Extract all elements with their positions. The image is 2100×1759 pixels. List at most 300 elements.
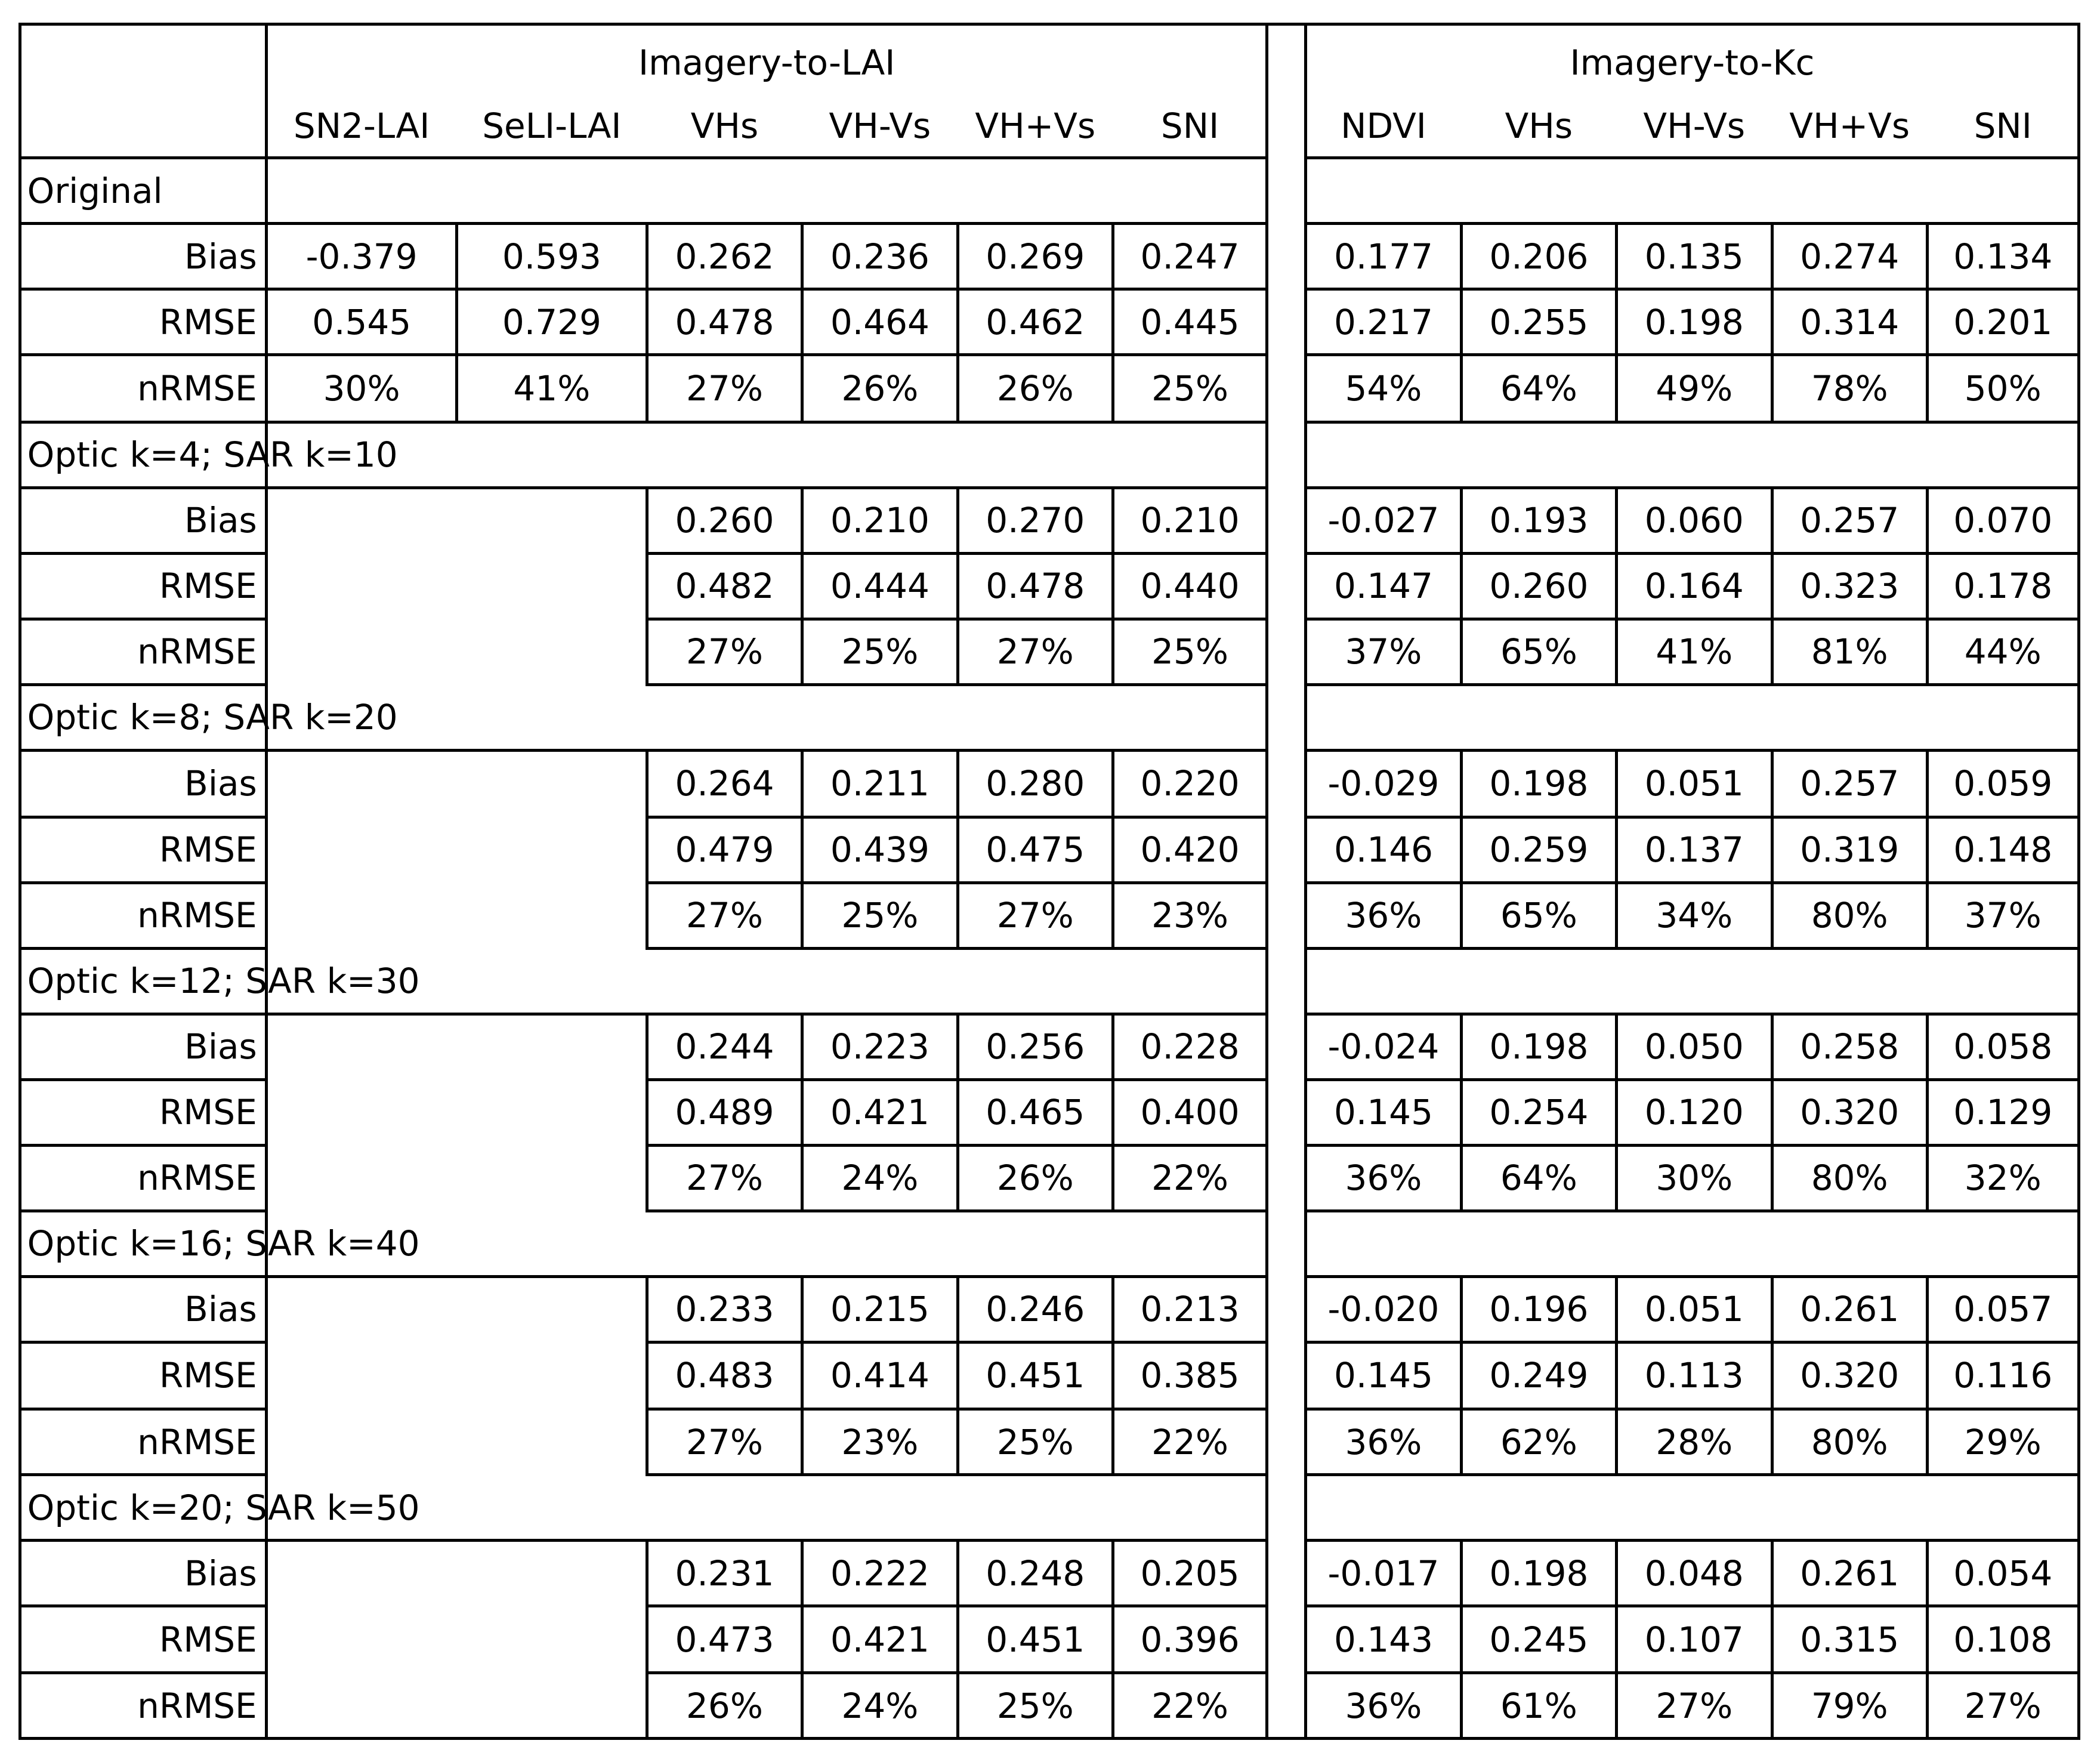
kc-value-cell: 0.070: [1953, 500, 2053, 541]
column-header: SN2-LAI: [293, 106, 430, 147]
lai-value-cell: 0.210: [830, 500, 929, 541]
grid-line: [646, 1539, 648, 1607]
column-header: VH+Vs: [1789, 106, 1910, 147]
kc-value-cell: 0.320: [1800, 1355, 1900, 1396]
lai-value-cell: 0.233: [675, 1289, 774, 1330]
metric-label: RMSE: [159, 301, 257, 342]
grid-line: [1460, 1408, 1463, 1476]
grid-line: [1771, 552, 1774, 621]
lai-value-cell: 0.264: [675, 763, 774, 804]
kc-value-cell: 36%: [1345, 1421, 1422, 1462]
grid-line: [1926, 816, 1929, 884]
kc-value-cell: 0.146: [1333, 829, 1433, 871]
grid-line: [1460, 1013, 1463, 1081]
lai-value-cell: 25%: [996, 1421, 1074, 1462]
grid-line: [1926, 222, 1929, 291]
kc-value-cell: 0.274: [1800, 236, 1900, 277]
grid-line: [1615, 881, 1618, 950]
kc-value-cell: 0.193: [1489, 500, 1589, 541]
lai-value-cell: 0.421: [830, 1619, 929, 1660]
kc-value-cell: 0.217: [1333, 301, 1433, 342]
kc-value-cell: 0.057: [1953, 1289, 2053, 1330]
grid-line: [1615, 486, 1618, 555]
kc-value-cell: 80%: [1811, 1158, 1888, 1199]
grid-line: [956, 353, 959, 423]
kc-value-cell: 27%: [1964, 1685, 2042, 1726]
grid-line: [18, 1737, 268, 1740]
kc-value-cell: 0.249: [1489, 1355, 1589, 1396]
lai-value-cell: -0.379: [305, 236, 418, 277]
grid-line: [1111, 1144, 1114, 1212]
grid-line: [801, 1013, 804, 1081]
grid-line: [1615, 1671, 1618, 1740]
grid-line: [801, 618, 804, 686]
lai-value-cell: 0.222: [830, 1553, 929, 1594]
grid-line: [1615, 1013, 1618, 1081]
metric-label: nRMSE: [137, 368, 257, 409]
kc-value-cell: 0.137: [1644, 829, 1744, 871]
lai-value-cell: 0.478: [675, 301, 774, 342]
grid-line: [956, 1671, 959, 1740]
kc-value-cell: 0.145: [1333, 1355, 1433, 1396]
kc-value-cell: 0.198: [1489, 1026, 1589, 1067]
grid-line: [801, 1539, 804, 1607]
grid-line: [1615, 816, 1618, 884]
metric-label: Bias: [184, 500, 257, 541]
grid-line: [801, 222, 804, 291]
grid-line: [1771, 1539, 1774, 1607]
lai-value-cell: 23%: [1151, 895, 1229, 936]
grid-line: [1111, 552, 1114, 621]
kc-value-cell: 79%: [1811, 1685, 1888, 1726]
metric-label: nRMSE: [137, 895, 257, 936]
grid-line: [1926, 1539, 1929, 1607]
group-header-kc: Imagery-to-Kc: [1570, 42, 1815, 83]
grid-line: [646, 816, 648, 884]
kc-value-cell: 28%: [1656, 1421, 1733, 1462]
grid-line: [1771, 1275, 1774, 1344]
grid-line: [1460, 486, 1463, 555]
lai-value-cell: 0.478: [986, 566, 1085, 607]
grid-line: [1460, 1078, 1463, 1147]
metric-label: nRMSE: [137, 631, 257, 672]
grid-line: [1460, 881, 1463, 950]
grid-line: [1615, 749, 1618, 819]
grid-line: [1771, 353, 1774, 423]
grid-line: [1615, 1408, 1618, 1476]
kc-value-cell: 0.054: [1953, 1553, 2053, 1594]
grid-line: [801, 1144, 804, 1212]
grid-line: [1926, 353, 1929, 423]
lai-value-cell: 0.211: [830, 763, 929, 804]
grid-line: [801, 353, 804, 423]
grid-line: [956, 1275, 959, 1344]
kc-value-cell: 0.107: [1644, 1619, 1744, 1660]
kc-value-cell: 0.051: [1644, 763, 1744, 804]
grid-line: [1926, 618, 1929, 686]
lai-value-cell: 0.445: [1140, 301, 1240, 342]
lai-value-cell: 41%: [513, 368, 591, 409]
lai-value-cell: 0.210: [1140, 500, 1240, 541]
grid-line: [1304, 947, 2080, 950]
kc-value-cell: 0.257: [1800, 763, 1900, 804]
section-title: Optic k=20; SAR k=50: [27, 1487, 420, 1528]
grid-line: [1771, 749, 1774, 819]
metric-label: nRMSE: [137, 1158, 257, 1199]
grid-line: [1926, 1078, 1929, 1147]
grid-line: [1111, 1078, 1114, 1147]
lai-value-cell: 0.246: [986, 1289, 1085, 1330]
grid-line: [1111, 1539, 1114, 1607]
kc-value-cell: 0.258: [1800, 1026, 1900, 1067]
section-title: Original: [27, 170, 163, 211]
lai-value-cell: 25%: [996, 1685, 1074, 1726]
column-header: NDVI: [1341, 106, 1426, 147]
kc-value-cell: 41%: [1656, 631, 1733, 672]
lai-value-cell: 0.420: [1140, 829, 1240, 871]
metric-label: Bias: [184, 763, 257, 804]
grid-line: [1460, 816, 1463, 884]
kc-value-cell: 37%: [1964, 895, 2042, 936]
grid-line: [1771, 222, 1774, 291]
kc-value-cell: 0.116: [1953, 1355, 2053, 1396]
kc-value-cell: 0.261: [1800, 1553, 1900, 1594]
column-header: SNI: [1974, 106, 2032, 147]
kc-value-cell: 78%: [1811, 368, 1888, 409]
grid-line: [646, 1671, 648, 1740]
grid-line: [1111, 1408, 1114, 1476]
kc-value-cell: 0.135: [1644, 236, 1744, 277]
lai-value-cell: 0.414: [830, 1355, 929, 1396]
grid-line: [1926, 288, 1929, 356]
grid-line: [1304, 421, 2080, 424]
lai-value-cell: 0.593: [502, 236, 601, 277]
grid-line: [1111, 1275, 1114, 1344]
grid-line: [1615, 288, 1618, 356]
kc-value-cell: 0.143: [1333, 1619, 1433, 1660]
grid-line: [1771, 1013, 1774, 1081]
lai-value-cell: 0.396: [1140, 1619, 1240, 1660]
lai-value-cell: 0.421: [830, 1092, 929, 1133]
column-header: VH+Vs: [975, 106, 1096, 147]
lai-value-cell: 27%: [686, 1421, 763, 1462]
grid-line: [1771, 1408, 1774, 1476]
metric-label: nRMSE: [137, 1421, 257, 1462]
column-header: VHs: [1505, 106, 1573, 147]
grid-line: [1771, 1144, 1774, 1212]
grid-line: [801, 1408, 804, 1476]
lai-value-cell: 0.228: [1140, 1026, 1240, 1067]
lai-value-cell: 0.400: [1140, 1092, 1240, 1133]
kc-value-cell: 29%: [1964, 1421, 2042, 1462]
kc-value-cell: 0.198: [1489, 1553, 1589, 1594]
kc-value-cell: -0.024: [1327, 1026, 1440, 1067]
lai-value-cell: 0.482: [675, 566, 774, 607]
grid-line: [1771, 881, 1774, 950]
lai-value-cell: 25%: [1151, 368, 1229, 409]
lai-value-cell: 0.729: [502, 301, 601, 342]
lai-value-cell: 0.270: [986, 500, 1085, 541]
lai-value-cell: 0.462: [986, 301, 1085, 342]
kc-value-cell: -0.020: [1327, 1289, 1440, 1330]
lai-value-cell: 0.205: [1140, 1553, 1240, 1594]
lai-value-cell: 0.439: [830, 829, 929, 871]
lai-value-cell: 0.451: [986, 1619, 1085, 1660]
grid-line: [801, 749, 804, 819]
grid-line: [801, 486, 804, 555]
grid-line: [1460, 288, 1463, 356]
grid-line: [646, 1341, 648, 1411]
lai-value-cell: 0.247: [1140, 236, 1240, 277]
grid-line: [646, 1408, 648, 1476]
column-header: VH-Vs: [1643, 106, 1746, 147]
kc-value-cell: 0.147: [1333, 566, 1433, 607]
grid-line: [1926, 749, 1929, 819]
grid-line: [455, 288, 458, 356]
grid-line: [1926, 552, 1929, 621]
grid-line: [1111, 1013, 1114, 1081]
grid-line: [1771, 486, 1774, 555]
lai-value-cell: 0.231: [675, 1553, 774, 1594]
grid-line: [1771, 1671, 1774, 1740]
metric-label: RMSE: [159, 1355, 257, 1396]
lai-value-cell: 26%: [841, 368, 919, 409]
kc-value-cell: 0.198: [1489, 763, 1589, 804]
lai-value-cell: 0.545: [312, 301, 412, 342]
lai-value-cell: 24%: [841, 1685, 919, 1726]
lai-value-cell: 27%: [686, 631, 763, 672]
grid-line: [1926, 1144, 1929, 1212]
grid-line: [1771, 1341, 1774, 1411]
kc-value-cell: 0.060: [1644, 500, 1744, 541]
grid-line: [1111, 618, 1114, 686]
grid-line: [1615, 1078, 1618, 1147]
kc-value-cell: 0.259: [1489, 829, 1589, 871]
lai-value-cell: 0.256: [986, 1026, 1085, 1067]
column-header: SNI: [1160, 106, 1219, 147]
grid-line: [801, 552, 804, 621]
grid-line: [1460, 1539, 1463, 1607]
grid-line: [1304, 683, 2080, 686]
grid-line: [1926, 1604, 1929, 1674]
kc-value-cell: 62%: [1500, 1421, 1577, 1462]
grid-line: [646, 1144, 648, 1212]
kc-value-cell: 65%: [1500, 895, 1577, 936]
grid-line: [1771, 1078, 1774, 1147]
grid-line: [1615, 222, 1618, 291]
lai-value-cell: 0.215: [830, 1289, 929, 1330]
kc-value-cell: 37%: [1345, 631, 1422, 672]
grid-line: [801, 1275, 804, 1344]
grid-line: [1926, 1671, 1929, 1740]
grid-line: [265, 353, 268, 423]
kc-value-cell: 0.314: [1800, 301, 1900, 342]
lai-value-cell: 0.260: [675, 500, 774, 541]
grid-line: [1111, 881, 1114, 950]
lai-value-cell: 27%: [686, 895, 763, 936]
kc-value-cell: 0.164: [1644, 566, 1744, 607]
grid-line: [1111, 288, 1114, 356]
grid-line: [646, 1078, 648, 1147]
kc-value-cell: 0.198: [1644, 301, 1744, 342]
lai-value-cell: 27%: [686, 368, 763, 409]
section-title: Optic k=4; SAR k=10: [27, 434, 398, 476]
lai-value-cell: 0.451: [986, 1355, 1085, 1396]
lai-value-cell: 26%: [996, 368, 1074, 409]
kc-value-cell: 0.315: [1800, 1619, 1900, 1660]
lai-value-cell: 0.269: [986, 236, 1085, 277]
lai-value-cell: 26%: [996, 1158, 1074, 1199]
kc-value-cell: 0.178: [1953, 566, 2053, 607]
kc-value-cell: -0.029: [1327, 763, 1440, 804]
grid-line: [1926, 1013, 1929, 1081]
grid-line: [646, 486, 648, 555]
grid-line: [1615, 1144, 1618, 1212]
metric-label: RMSE: [159, 1619, 257, 1660]
kc-value-cell: 0.196: [1489, 1289, 1589, 1330]
kc-value-cell: 0.148: [1953, 829, 2053, 871]
lai-value-cell: 26%: [686, 1685, 763, 1726]
grid-line: [455, 353, 458, 423]
kc-value-cell: 27%: [1656, 1685, 1733, 1726]
lai-value-cell: 0.489: [675, 1092, 774, 1133]
kc-value-cell: 0.120: [1644, 1092, 1744, 1133]
kc-value-cell: 0.048: [1644, 1553, 1744, 1594]
metric-label: nRMSE: [137, 1685, 257, 1726]
metric-label: Bias: [184, 1553, 257, 1594]
lai-value-cell: 0.244: [675, 1026, 774, 1067]
kc-value-cell: 0.145: [1333, 1092, 1433, 1133]
kc-value-cell: 0.201: [1953, 301, 2053, 342]
grid-line: [1771, 288, 1774, 356]
grid-line: [1111, 1604, 1114, 1674]
kc-value-cell: 65%: [1500, 631, 1577, 672]
lai-value-cell: 22%: [1151, 1685, 1229, 1726]
kc-value-cell: 36%: [1345, 895, 1422, 936]
grid-line: [1111, 486, 1114, 555]
grid-line: [1615, 353, 1618, 423]
kc-value-cell: 0.134: [1953, 236, 2053, 277]
lai-value-cell: 0.444: [830, 566, 929, 607]
grid-line: [801, 1341, 804, 1411]
lai-value-cell: 27%: [996, 895, 1074, 936]
grid-line: [956, 1078, 959, 1147]
kc-value-cell: 54%: [1345, 368, 1422, 409]
kc-value-cell: 50%: [1964, 368, 2042, 409]
metric-label: RMSE: [159, 566, 257, 607]
kc-value-cell: 0.254: [1489, 1092, 1589, 1133]
kc-value-cell: -0.017: [1327, 1553, 1440, 1594]
lai-value-cell: 0.475: [986, 829, 1085, 871]
group-header-lai: Imagery-to-LAI: [638, 42, 895, 83]
grid-line: [1615, 552, 1618, 621]
metric-label: RMSE: [159, 1092, 257, 1133]
grid-line: [1111, 1341, 1114, 1411]
kc-value-cell: 64%: [1500, 368, 1577, 409]
lai-value-cell: 0.223: [830, 1026, 929, 1067]
grid-line: [956, 1013, 959, 1081]
kc-value-cell: 0.323: [1800, 566, 1900, 607]
section-title: Optic k=12; SAR k=30: [27, 961, 420, 1002]
kc-value-cell: 0.058: [1953, 1026, 2053, 1067]
grid-line: [646, 222, 648, 291]
kc-value-cell: 61%: [1500, 1685, 1577, 1726]
metric-label: RMSE: [159, 829, 257, 871]
grid-line: [801, 1671, 804, 1740]
kc-value-cell: 64%: [1500, 1158, 1577, 1199]
grid-line: [1926, 1341, 1929, 1411]
lai-value-cell: 0.385: [1140, 1355, 1240, 1396]
lai-value-cell: 25%: [841, 895, 919, 936]
grid-line: [1615, 1341, 1618, 1411]
kc-value-cell: 44%: [1964, 631, 2042, 672]
grid-line: [1460, 1144, 1463, 1212]
grid-line: [956, 1144, 959, 1212]
grid-line: [1111, 1671, 1114, 1740]
section-title: Optic k=16; SAR k=40: [27, 1223, 420, 1264]
kc-value-cell: 34%: [1656, 895, 1733, 936]
grid-line: [956, 486, 959, 555]
grid-line: [1615, 1275, 1618, 1344]
kc-value-cell: 36%: [1345, 1158, 1422, 1199]
grid-line: [956, 1408, 959, 1476]
grid-line: [1926, 1408, 1929, 1476]
kc-value-cell: 30%: [1656, 1158, 1733, 1199]
grid-line: [1304, 1209, 2080, 1212]
grid-line: [956, 816, 959, 884]
grid-line: [1460, 1341, 1463, 1411]
kc-value-cell: 0.255: [1489, 301, 1589, 342]
grid-line: [801, 288, 804, 356]
kc-value-cell: 0.177: [1333, 236, 1433, 277]
grid-line: [646, 1604, 648, 1674]
grid-line: [1111, 749, 1114, 819]
lai-value-cell: 0.248: [986, 1553, 1085, 1594]
metric-label: Bias: [184, 1289, 257, 1330]
lai-value-cell: 0.236: [830, 236, 929, 277]
lai-value-cell: 22%: [1151, 1158, 1229, 1199]
column-header: VH-Vs: [829, 106, 931, 147]
kc-value-cell: 0.260: [1489, 566, 1589, 607]
grid-line: [1460, 1604, 1463, 1674]
column-header: SeLI-LAI: [482, 106, 622, 147]
column-header: VHs: [690, 106, 759, 147]
kc-value-cell: 0.319: [1800, 829, 1900, 871]
metric-label: Bias: [184, 236, 257, 277]
grid-line: [646, 1013, 648, 1081]
grid-line: [1615, 1539, 1618, 1607]
grid-line: [801, 1078, 804, 1147]
lai-value-cell: 27%: [686, 1158, 763, 1199]
grid-line: [455, 222, 458, 291]
lai-value-cell: 0.465: [986, 1092, 1085, 1133]
grid-line: [1771, 618, 1774, 686]
grid-line: [1460, 618, 1463, 686]
lai-value-cell: 30%: [323, 368, 400, 409]
kc-value-cell: 0.206: [1489, 236, 1589, 277]
metric-label: Bias: [184, 1026, 257, 1067]
grid-line: [1615, 1604, 1618, 1674]
grid-line: [646, 552, 648, 621]
grid-line: [1460, 353, 1463, 423]
kc-value-cell: 0.245: [1489, 1619, 1589, 1660]
grid-line: [1111, 222, 1114, 291]
grid-line: [1460, 749, 1463, 819]
kc-value-cell: 80%: [1811, 895, 1888, 936]
grid-line: [1460, 222, 1463, 291]
kc-value-cell: -0.027: [1327, 500, 1440, 541]
grid-line: [956, 881, 959, 950]
